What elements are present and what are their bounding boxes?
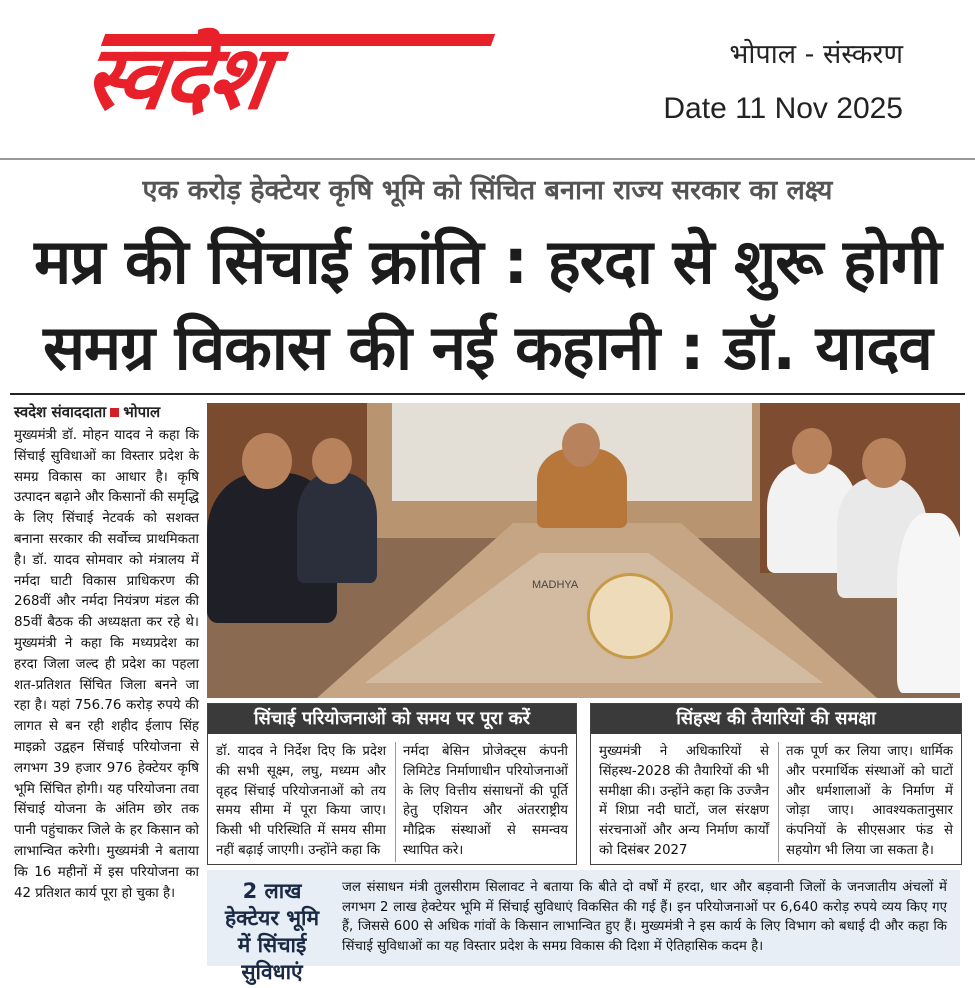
photo-head-right-1 xyxy=(792,428,832,474)
photo-watermark: MADHYA xyxy=(532,579,579,591)
article-body: मुख्यमंत्री डॉ. मोहन यादव ने कहा कि सिंचाई सुविधाओं का विस्तार प्रदेश के समग्र विकास का आधार है। कृषि उत्पादन बढ़ाने और किसानों की समृद्धि के लिए सिंचाई नेटवर्क को सशक्त बनाना सरकार की सर्वोच्च प्राथमिकता है। डॉ. यादव सोमवार को मंत्रालय में नर्मदा घाटी विकास प्राधिकरण की 268वीं और नर्मदा नियंत्रण मंडल की 85वीं बैठक की अध्यक्षता कर रहे थे। मुख्यमंत्री ने कहा कि मध्यप्रदेश का हरदा जिला जल्द ही प्रदेश का पहला शत-प्रतिशत सिंचित जिला बनने जा रहा है। यहां 756.76 करोड़ रुपये की लागत से बन रही शहीद ईलाप सिंह माइक्रो उद्वहन सिंचाई परियोजना से लगभग 39 हजार 976 हेक्टेयर कृषि भूमि सिंचित होगी। यह परियोजना तवा सिंचाई योजना के अंतिम छोर तक पानी पहुंचाकर जिले के हर किसान को लाभान्वित करेगी। मुख्यमंत्री ने बताया कि 16 महीनों में इस परियोजना का 42 प्रतिशत कार्य पूरा हो चुका है। xyxy=(14,428,199,901)
headline-divider xyxy=(10,393,965,395)
bottom-panel xyxy=(207,870,960,984)
photo-head-left-1 xyxy=(242,433,292,489)
irrigation-box-title: सिंचाई परियोजनाओं को समय पर पूरा करें xyxy=(208,704,576,734)
photo-head-left-2 xyxy=(312,438,352,484)
simhastha-col-divider xyxy=(778,742,779,862)
bottom-panel-text: जल संसाधन मंत्री तुलसीराम सिलावट ने बताया कि बीते दो वर्षों में हरदा, धार और बड़वानी जिलों के जनजातीय अंचलों में लगभग 2 लाख हेक्टेयर भूमि में सिंचाई सुविधाएं विकसित की गई हैं। इन परियोजनाओं पर 6,640 करोड़ रुपये व्यय किए गए हैं, जिससे 600 से अधिक गांवों के किसान लाभान्वित हुए हैं। मुख्यमंत्री ने इस कार्य के लिए विभाग को बधाई दी और कहा कि सिंचाई सुविधाओं का यह विस्तार प्रदेश के समग्र विकास की दिशा में ऐतिहासिक कदम है। xyxy=(342,880,947,954)
masthead xyxy=(0,0,975,150)
simhastha-col-1: मुख्यमंत्री ने अधिकारियों से सिंहस्थ-2028 की तैयारियों की भी समीक्षा की। उन्होंने कहा कि उज्जैन में शिप्रा नदी घाटों, जल संरक्षण संरचनाओं और अन्य निर्माण कार्यों को दिसंबर 2027 xyxy=(599,744,769,858)
photo-person-right-3 xyxy=(897,513,960,693)
state-emblem-icon xyxy=(587,573,673,659)
photo-person-left-2 xyxy=(297,473,377,583)
irrigation-col-1: डॉ. यादव ने निर्देश दिए कि प्रदेश की सभी सूक्ष्म, लघु, मध्यम और वृहद सिंचाई परियोजनाओं को तय समय सीमा में पूरा किया जाए। किसी भी परिस्थिति में समय सीमा नहीं बढ़ाई जाएगी। उन्होंने कहा कि xyxy=(216,744,386,858)
photo-head-chair xyxy=(562,423,600,467)
byline-source: स्वदेश संवाददाता xyxy=(14,403,107,421)
byline-square-icon xyxy=(110,408,119,417)
bottom-panel-title: 2 लाख हेक्टेयर भूमि में सिंचाई सुविधाएं xyxy=(224,879,320,984)
masthead-divider xyxy=(0,158,975,160)
irrigation-col-divider xyxy=(395,742,396,862)
irrigation-box xyxy=(207,703,577,865)
irrigation-col-2: नर्मदा बेसिन प्रोजेक्ट्स कंपनी लिमिटेड निर्माणाधीन परियोजनाओं के लिए वित्तीय संसाधनों की पूर्ति हेतु एशियन और अंतरराष्ट्रीय मौद्रिक संस्थाओं से समन्वय स्थापित करे। xyxy=(403,744,568,858)
logo-text: स्वदेश xyxy=(77,26,275,129)
headline-line-2: समग्र विकास की नई कहानी : डॉ. यादव xyxy=(43,311,932,384)
byline-place: भोपाल xyxy=(123,403,161,421)
simhastha-box-title: सिंहस्थ की तैयारियों की समक्षा xyxy=(591,704,961,734)
meeting-photo xyxy=(207,403,960,698)
simhastha-col-2: तक पूर्ण कर लिया जाए। धार्मिक और परमार्थिक संस्थाओं को घाटों और धर्मशालाओं के निर्माण में जोड़ा जाए। आवश्यकतानुसार कंपनियों के सीएसआर फंड से सहयोग भी लिया जा सकता है। xyxy=(786,744,953,858)
byline xyxy=(14,402,160,422)
photo-head-right-2 xyxy=(862,438,906,488)
article-kicker: एक करोड़ हेक्टेयर कृषि भूमि को सिंचित बनाना राज्य सरकार का लक्ष्य xyxy=(142,175,833,206)
headline-line-1: मप्र की सिंचाई क्रांति : हरदा से शुरू होगी xyxy=(34,225,941,298)
edition-date: Date 11 Nov 2025 xyxy=(663,92,903,125)
simhastha-box xyxy=(590,703,962,865)
newspaper-logo xyxy=(77,24,505,132)
edition-label: भोपाल - संस्करण xyxy=(729,39,903,70)
